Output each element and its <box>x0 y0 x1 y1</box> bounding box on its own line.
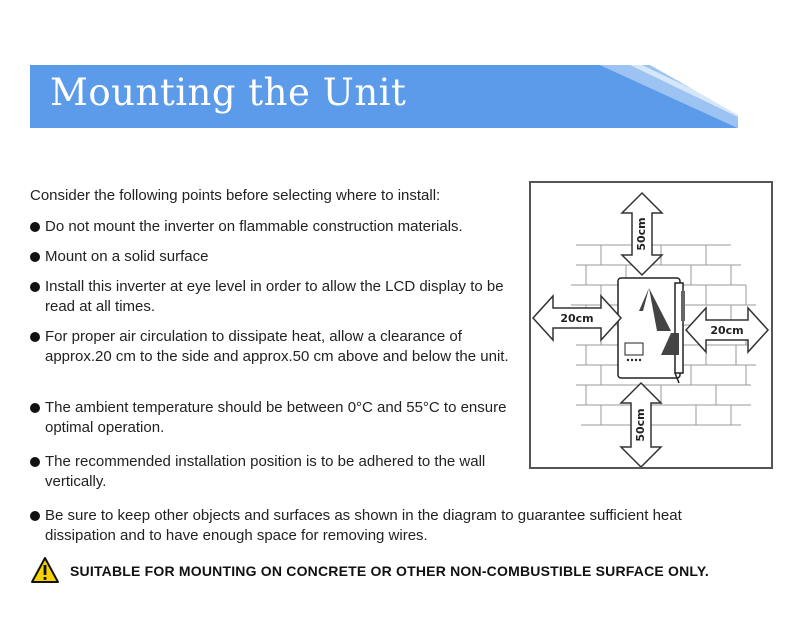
bullet-icon <box>30 252 40 262</box>
bullet-icon <box>30 511 40 521</box>
left-clearance-label: 20cm <box>560 312 594 325</box>
bullet-icon <box>30 457 40 467</box>
bullet-icon <box>30 403 40 413</box>
intro-text: Consider the following points before selecting where to install: <box>30 187 441 204</box>
warning-triangle-icon <box>30 556 60 584</box>
warning-text: SUITABLE FOR MOUNTING ON CONCRETE OR OTHER NON-COMBUSTIBLE SURFACE ONLY. <box>70 563 709 579</box>
clearance-diagram <box>529 181 773 469</box>
bullet-icon <box>30 222 40 232</box>
top-clearance-label: 50cm <box>635 217 648 251</box>
bullet-icon <box>30 282 40 292</box>
title-banner <box>30 65 738 128</box>
inverter-unit <box>618 278 685 383</box>
page-title: Mounting the Unit <box>50 71 407 114</box>
bullet-icon <box>30 332 40 342</box>
bottom-clearance-label: 50cm <box>634 408 647 442</box>
warning-notice <box>30 556 709 586</box>
right-clearance-label: 20cm <box>710 324 744 337</box>
